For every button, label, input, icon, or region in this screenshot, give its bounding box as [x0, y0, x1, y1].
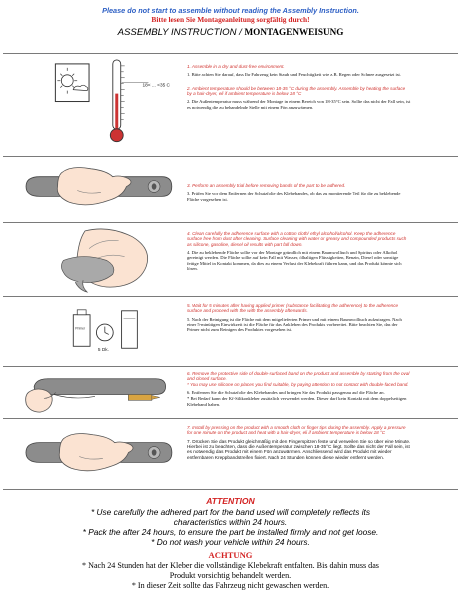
attention-line-3: * Pack the after 24 hours, to ensure the part be installed firmly and not get loose. [82, 527, 379, 537]
step-6-de: 6. Entfernen Sie die Schutzfolie des Klebebandes und bringen Sie das Produkt passgenau auf die Fläche an. [187, 389, 385, 395]
step-7 [3, 418, 458, 489]
step-3-de: 3. Prüfen Sie vor dem Entfernen der Schutzfolie des Klebebandes, ob das zu montierende Teil für die zu beklebende Fläche vorgesehen ist. [187, 191, 401, 202]
step-6 [3, 366, 458, 418]
sun-cloud-icon [55, 64, 89, 102]
step-1-2 [3, 53, 458, 156]
step-2-en: 2. Ambient temperature should be between 18-35 °C during the assembly. Assemble by heating the surface by a hair-dryer, eli if ambient temperature is below 18 °C [187, 85, 406, 96]
hand-illustration [59, 433, 133, 470]
achtung-line-2: Produkt vorsichtig behandelt werden. [169, 571, 292, 580]
primer-can-icon [73, 310, 90, 346]
attention-line-2: characteristics within 24 hours. [173, 517, 288, 527]
step-6-en-note: * You may use silicone on places you find suitable, by paying attention to not contact with double-faced band. [187, 381, 409, 387]
tape-removal-illustration [3, 367, 183, 418]
step-7-en: 7. Install by pressing on the product with a smooth cloth or finger tips during the assembly. Apply a pressure for one minute on the product and heat with a hair-dryer, eli if ambient temperature is below 18 °C [187, 425, 406, 436]
step-6-en: 6. Remove the protective side of double-surfaced band on the product and assemble by starting from the oval and closed surface. [187, 371, 410, 382]
step-4-de: 4. Die zu beklebende Fläche sollte vor der Montage gründlich mit einem Baumwolltuch und Spiritus oder Alkohol gereinigt werden. Die Fläche sollte auf kein Fall mit Wasser, ölhaltigen Flüssigkeiten, Benzin, Diesel oder sonstige fettige Mittel in Kontakt kommen, da dies zu einem Verlust der Klebekraft führen kann, und das Produkt könnte sich lösen. [187, 249, 402, 272]
title-de: MONTAGENWEISUNG [244, 27, 344, 37]
step-6-de-note: * Bei Bedarf kann der Kf-Silikonkleber zusätzlich verwendet werden. Dieser darf kein Kontakt mit dem doppelseitigen Klebeband haben. [187, 396, 407, 407]
step-6-text [187, 371, 411, 407]
step-5-de: 5. Nach der Reinigung ist die Fläche mit dem mitgelieferten Primer und mit einem Baumwolltuch aufzutragen. Nach einer 5-minütigen Einwirkzeit ist die Fläche für das Ankleben des Produkts vorbereitet. Bitte beachten Sie, das der Primer nicht zum Reinigen des Produktes vorgesehen ist. [187, 316, 402, 333]
pressing-illustration [3, 419, 183, 489]
attention-line-4: * Do not wash your vehicle within 24 hours. [151, 537, 310, 547]
step-7-de: 7. Drücken Sie das Produkt gleichmäßig mit den Fingerspitzen feste und verweilen Sie so über eine Minute. Hierbei ist zu beachten, dass die Außentemperatur zwischen 18-35°C liegt. Sollte das nicht der Fall sein, ist es notwendig das Produkt mit einem Fön anzuwärmen. Anschliessend wird das Produkt mit wieder entfernbaren Kreppbandstreifen fixiert. Nach 24 Stunden können diese wieder entfernt werden. [187, 438, 411, 460]
achtung-title: ACHTUNG [208, 550, 253, 560]
trial-fit-illustration [3, 157, 183, 222]
primer-wait-illustration [3, 297, 183, 366]
section-divider [3, 489, 458, 490]
step-1-en: 1. Assemble in a dry and dust-free environment. [187, 64, 285, 69]
step-4 [3, 222, 458, 296]
attention-line-1: * Use carefully the adhered part for the band used will completely reflects its [90, 507, 370, 517]
step-5-en: 5. Wait for 5 minutes after having applied primer (substance facilitating the adherence) to the adherence surface and proceed with the with the assembly afterwards. [187, 303, 399, 314]
thermometer-icon [110, 60, 148, 142]
page-title [0, 27, 461, 38]
hand-illustration [57, 168, 131, 205]
step-3-en: 3. Perform an assembly trial before removing bands of the part to be adhered. [187, 183, 346, 188]
thermometer-range-label: 18< ... <35 C [142, 83, 170, 89]
primer-can-label: Primer [75, 326, 86, 331]
title-en: ASSEMBLY INSTRUCTION / [117, 27, 245, 38]
attention-title: ATTENTION [206, 496, 255, 506]
achtung-line-3: * In dieser Zeit sollte das Fahrzeug nicht gewaschen werden. [131, 581, 330, 590]
cleaning-illustration [3, 223, 183, 296]
step-4-en: 4. Clean carefully the adherence surface with a cotton cloth/ ethyl alcohol/alcohol. Keep the adherence surface free from dust after cleaning. Surface cleaning with water or greasy and compounded products such as silicone, gasoline, diesel oil results with part fall down. [187, 231, 407, 247]
step-3 [3, 156, 458, 222]
primer-bottle-icon [122, 311, 138, 348]
step-5 [3, 296, 458, 366]
step-1-2-text [187, 64, 411, 110]
step-3-text [187, 183, 411, 202]
step-1-de: 1. Bitte achten Sie darauf, dass Ihr Fahrzeug kein Staub und Feuchtigkeit wie z.B. Regen oder Schnee ausgesetzt ist. [187, 72, 401, 78]
step-7-text [187, 425, 411, 460]
assembly-warning-de: Bitte lesen Sie Montageanleitung sorgfältig durch! [151, 15, 310, 24]
assembly-warning-en: Please do not start to assemble without reading the Assembly Instruction. [102, 6, 359, 15]
silicone-tube-icon [128, 394, 159, 400]
step-5-text [187, 303, 411, 333]
step-4-text [187, 231, 411, 272]
sun-thermometer-illustration [3, 54, 183, 156]
wait-time-label: 5 Dk. [97, 348, 109, 354]
achtung-line-1: * Nach 24 Stunden hat der Kleber die vollständige Klebekraft entfalten. Bis dahin muss das [82, 561, 379, 570]
clock-icon [96, 324, 113, 353]
step-2-de: 2. Die Außentemperatur muss während der Montage in einem Bereich von 18-35°C sein. Sollte das nicht der Fall sein, ist es notwendig die zu behandelnde Stelle mit einem Fön anzuwärmen. [187, 99, 411, 110]
